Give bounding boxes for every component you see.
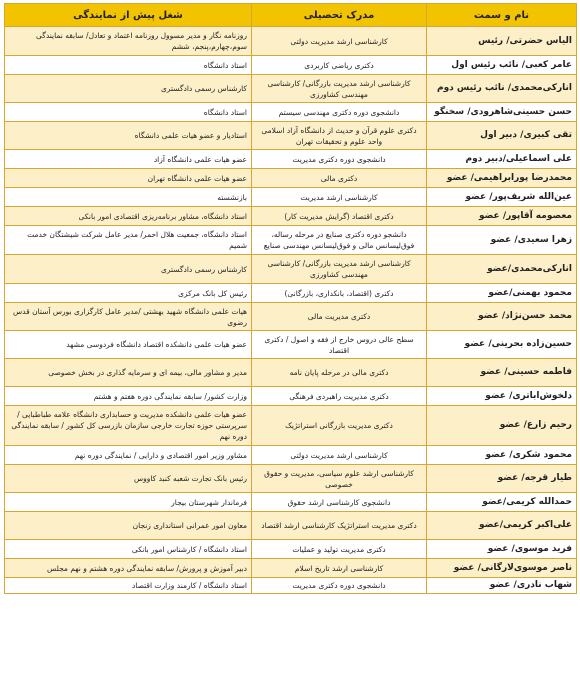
member-job-cell: روزنامه نگار و مدیر مسوول روزنامه اعتماد و تعادل/ سابقه نمایندگی سوم،چهارم،پنجم، ششم	[5, 27, 252, 56]
table-row	[5, 56, 577, 75]
member-job-cell: استاد دانشگاه	[5, 56, 252, 75]
table-row	[5, 578, 577, 594]
member-degree-cell: کارشناسی ارشد تاریخ اسلام	[252, 559, 427, 578]
commission-members-table	[4, 3, 577, 594]
member-name-cell: محمد حسن‌نژاد/ عضو	[427, 303, 577, 331]
table-row	[5, 255, 577, 284]
member-name-cell: فاطمه حسینی/ عضو	[427, 359, 577, 387]
member-job-cell: استاد دانشگاه	[5, 103, 252, 122]
member-name-cell: انارکی‌محمدی/ نائب رئیس دوم	[427, 75, 577, 103]
table-row	[5, 331, 577, 359]
member-name-cell: عین‌الله شریف‌پور/ عضو	[427, 188, 577, 207]
member-name-cell: دلخوش‌اباتری/ عضو	[427, 387, 577, 406]
member-degree-cell: سطح عالی دروس خارج از فقه و اصول / دکتری اقتصاد	[252, 331, 427, 359]
header-name-position: نام و سمت	[427, 4, 577, 27]
member-degree-cell: دکتری ریاضی کاربردی	[252, 56, 427, 75]
member-degree-cell: دانشجو دوره دکتری صنایع در مرحله رساله، فوق‌لیسانس مالی و فوق‌لیسانس مهندسی صنایع	[252, 226, 427, 255]
table-row	[5, 284, 577, 303]
member-name-cell: عامر کعبی/ نائب رئیس اول	[427, 56, 577, 75]
member-job-cell: معاون امور عمرانی استانداری زنجان	[5, 512, 252, 540]
member-job-cell: وزارت کشور/ سابقه نمایندگی دوره هفتم و هشتم	[5, 387, 252, 406]
member-degree-cell: کارشناسی ارشد مدیریت بازرگانی/ کارشناسی مهندسی کشاورزی	[252, 255, 427, 284]
member-name-cell: انارکی‌محمدی/عضو	[427, 255, 577, 284]
table-row	[5, 359, 577, 387]
member-degree-cell: دکتری مدیریت بازرگانی استراتژیک	[252, 406, 427, 446]
member-job-cell: استاد دانشگاه، مشاور برنامه‌ریزی اقتصادی امور بانکی	[5, 207, 252, 226]
member-job-cell: بازنشسته	[5, 188, 252, 207]
member-name-cell: محمود شکری/ عضو	[427, 446, 577, 465]
member-name-cell: تقی کبیری/ دبیر اول	[427, 122, 577, 150]
table-row	[5, 75, 577, 103]
member-degree-cell: کارشناسی ارشد مدیریت بازرگانی/ کارشناسی مهندسی کشاورزی	[252, 75, 427, 103]
member-job-cell: عضو هیات علمی دانشکده مدیریت و حسابداری دانشگاه علامه طباطبایی / سرپرستی حوزه تجارت خارجی سازمان بازرسی کل کشور / سابقه نمایندگی دوره نهم	[5, 406, 252, 446]
member-name-cell: محمود بهمنی/عضو	[427, 284, 577, 303]
table-row	[5, 188, 577, 207]
table-row	[5, 540, 577, 559]
member-degree-cell: کارشناسی ارشد مدیریت دولتی	[252, 27, 427, 56]
member-job-cell: عضو هیات علمی دانشکده اقتصاد دانشگاه فردوسی مشهد	[5, 331, 252, 359]
member-job-cell: مدیر و مشاور مالی، بیمه ای و سرمایه گذاری در بخش خصوصی	[5, 359, 252, 387]
member-job-cell: رئیس کل بانک مرکزی	[5, 284, 252, 303]
member-degree-cell: دکتری مدیریت استراتژیک کارشناسی ارشد اقتصاد	[252, 512, 427, 540]
table-row	[5, 150, 577, 169]
members-table-container	[4, 3, 576, 594]
member-name-cell: رحیم زارع/ عضو	[427, 406, 577, 446]
member-job-cell: فرماندار شهرستان بیجار	[5, 493, 252, 512]
table-row	[5, 387, 577, 406]
table-header-row	[5, 4, 577, 27]
table-row	[5, 207, 577, 226]
table-row	[5, 169, 577, 188]
member-job-cell: کارشناس رسمی دادگستری	[5, 255, 252, 284]
member-job-cell: رئیس بانک تجارت شعبه کنبد کاووس	[5, 465, 252, 493]
member-degree-cell: دکتری (اقتصاد، بانکداری، بازرگانی)	[252, 284, 427, 303]
table-row	[5, 406, 577, 446]
member-degree-cell: دکتری مالی	[252, 169, 427, 188]
member-degree-cell: دکتری علوم قرآن و حدیث از دانشگاه آزاد اسلامی واحد علوم و تحقیقات تهران	[252, 122, 427, 150]
member-job-cell: استادیار و عضو هیات علمی دانشگاه	[5, 122, 252, 150]
header-degree: مدرک تحصیلی	[252, 4, 427, 27]
table-row	[5, 465, 577, 493]
table-row	[5, 103, 577, 122]
member-degree-cell: کارشناسی ارشد علوم سیاسی، مدیریت و حقوق خصوصی	[252, 465, 427, 493]
member-name-cell: حمدالله کریمی/عضو	[427, 493, 577, 512]
table-row	[5, 303, 577, 331]
member-job-cell: عضو هیات علمی دانشگاه آزاد	[5, 150, 252, 169]
member-degree-cell: دانشجوی کارشناسی ارشد حقوق	[252, 493, 427, 512]
member-name-cell: شهاب نادری/ عضو	[427, 578, 577, 594]
member-job-cell: استاد دانشگاه / کارشناس امور بانکی	[5, 540, 252, 559]
table-row	[5, 559, 577, 578]
member-name-cell: طیار قرجه/ عضو	[427, 465, 577, 493]
member-degree-cell: دکتری اقتصاد (گرایش مدیریت کار)	[252, 207, 427, 226]
header-previous-job: شغل پیش از نمایندگی	[5, 4, 252, 27]
table-row	[5, 226, 577, 255]
member-name-cell: فرید موسوی/ عضو	[427, 540, 577, 559]
table-row	[5, 493, 577, 512]
table-row	[5, 512, 577, 540]
member-name-cell: ناصر موسوی‌لارگانی/ عضو	[427, 559, 577, 578]
member-name-cell: حسین‌زاده بحرینی/ عضو	[427, 331, 577, 359]
member-name-cell: الیاس حضرتی/ رئیس	[427, 27, 577, 56]
member-degree-cell: کارشناسی ارشد مدیریت	[252, 188, 427, 207]
member-degree-cell: دانشجوی دوره دکتری مدیریت	[252, 150, 427, 169]
member-degree-cell: دکتری مالی در مرحله پایان نامه	[252, 359, 427, 387]
member-name-cell: علی‌اکبر کریمی/عضو	[427, 512, 577, 540]
table-row	[5, 122, 577, 150]
member-degree-cell: کارشناسی ارشد مدیریت دولتی	[252, 446, 427, 465]
member-name-cell: زهرا سعیدی/ عضو	[427, 226, 577, 255]
member-job-cell: هیات علمی دانشگاه شهید بهشتی /مدیر عامل کارگزاری بورس آستان قدس رضوی	[5, 303, 252, 331]
member-job-cell: مشاور وزیر امور اقتصادی و دارایی / نمایندگی دوره نهم	[5, 446, 252, 465]
member-name-cell: علی اسماعیلی/دبیر دوم	[427, 150, 577, 169]
member-job-cell: کارشناس رسمی دادگستری	[5, 75, 252, 103]
member-job-cell: عضو هیات علمی دانشگاه تهران	[5, 169, 252, 188]
table-row	[5, 27, 577, 56]
member-degree-cell: دانشجوی دوره دکتری مهندسی سیستم	[252, 103, 427, 122]
member-degree-cell: دکتری مدیریت تولید و عملیات	[252, 540, 427, 559]
member-name-cell: معصومه آقاپور/ عضو	[427, 207, 577, 226]
member-degree-cell: دکتری مدیریت راهبردی فرهنگی	[252, 387, 427, 406]
member-degree-cell: دکتری مدیریت مالی	[252, 303, 427, 331]
member-job-cell: استاد دانشگاه / کارمند وزارت اقتصاد	[5, 578, 252, 594]
table-row	[5, 446, 577, 465]
member-job-cell: استاد دانشگاه، جمعیت هلال احمر/ مدیر عامل شرکت شیشتگان خدمت شمیم	[5, 226, 252, 255]
member-name-cell: محمدرضا پورابراهیمی/ عضو	[427, 169, 577, 188]
member-name-cell: حسن حسینی‌شاهرودی/ سخنگو	[427, 103, 577, 122]
member-degree-cell: دانشجوی دوره دکتری مدیریت	[252, 578, 427, 594]
member-job-cell: دبیر آموزش و پرورش/ سابقه نمایندگی دوره هشتم و نهم مجلس	[5, 559, 252, 578]
